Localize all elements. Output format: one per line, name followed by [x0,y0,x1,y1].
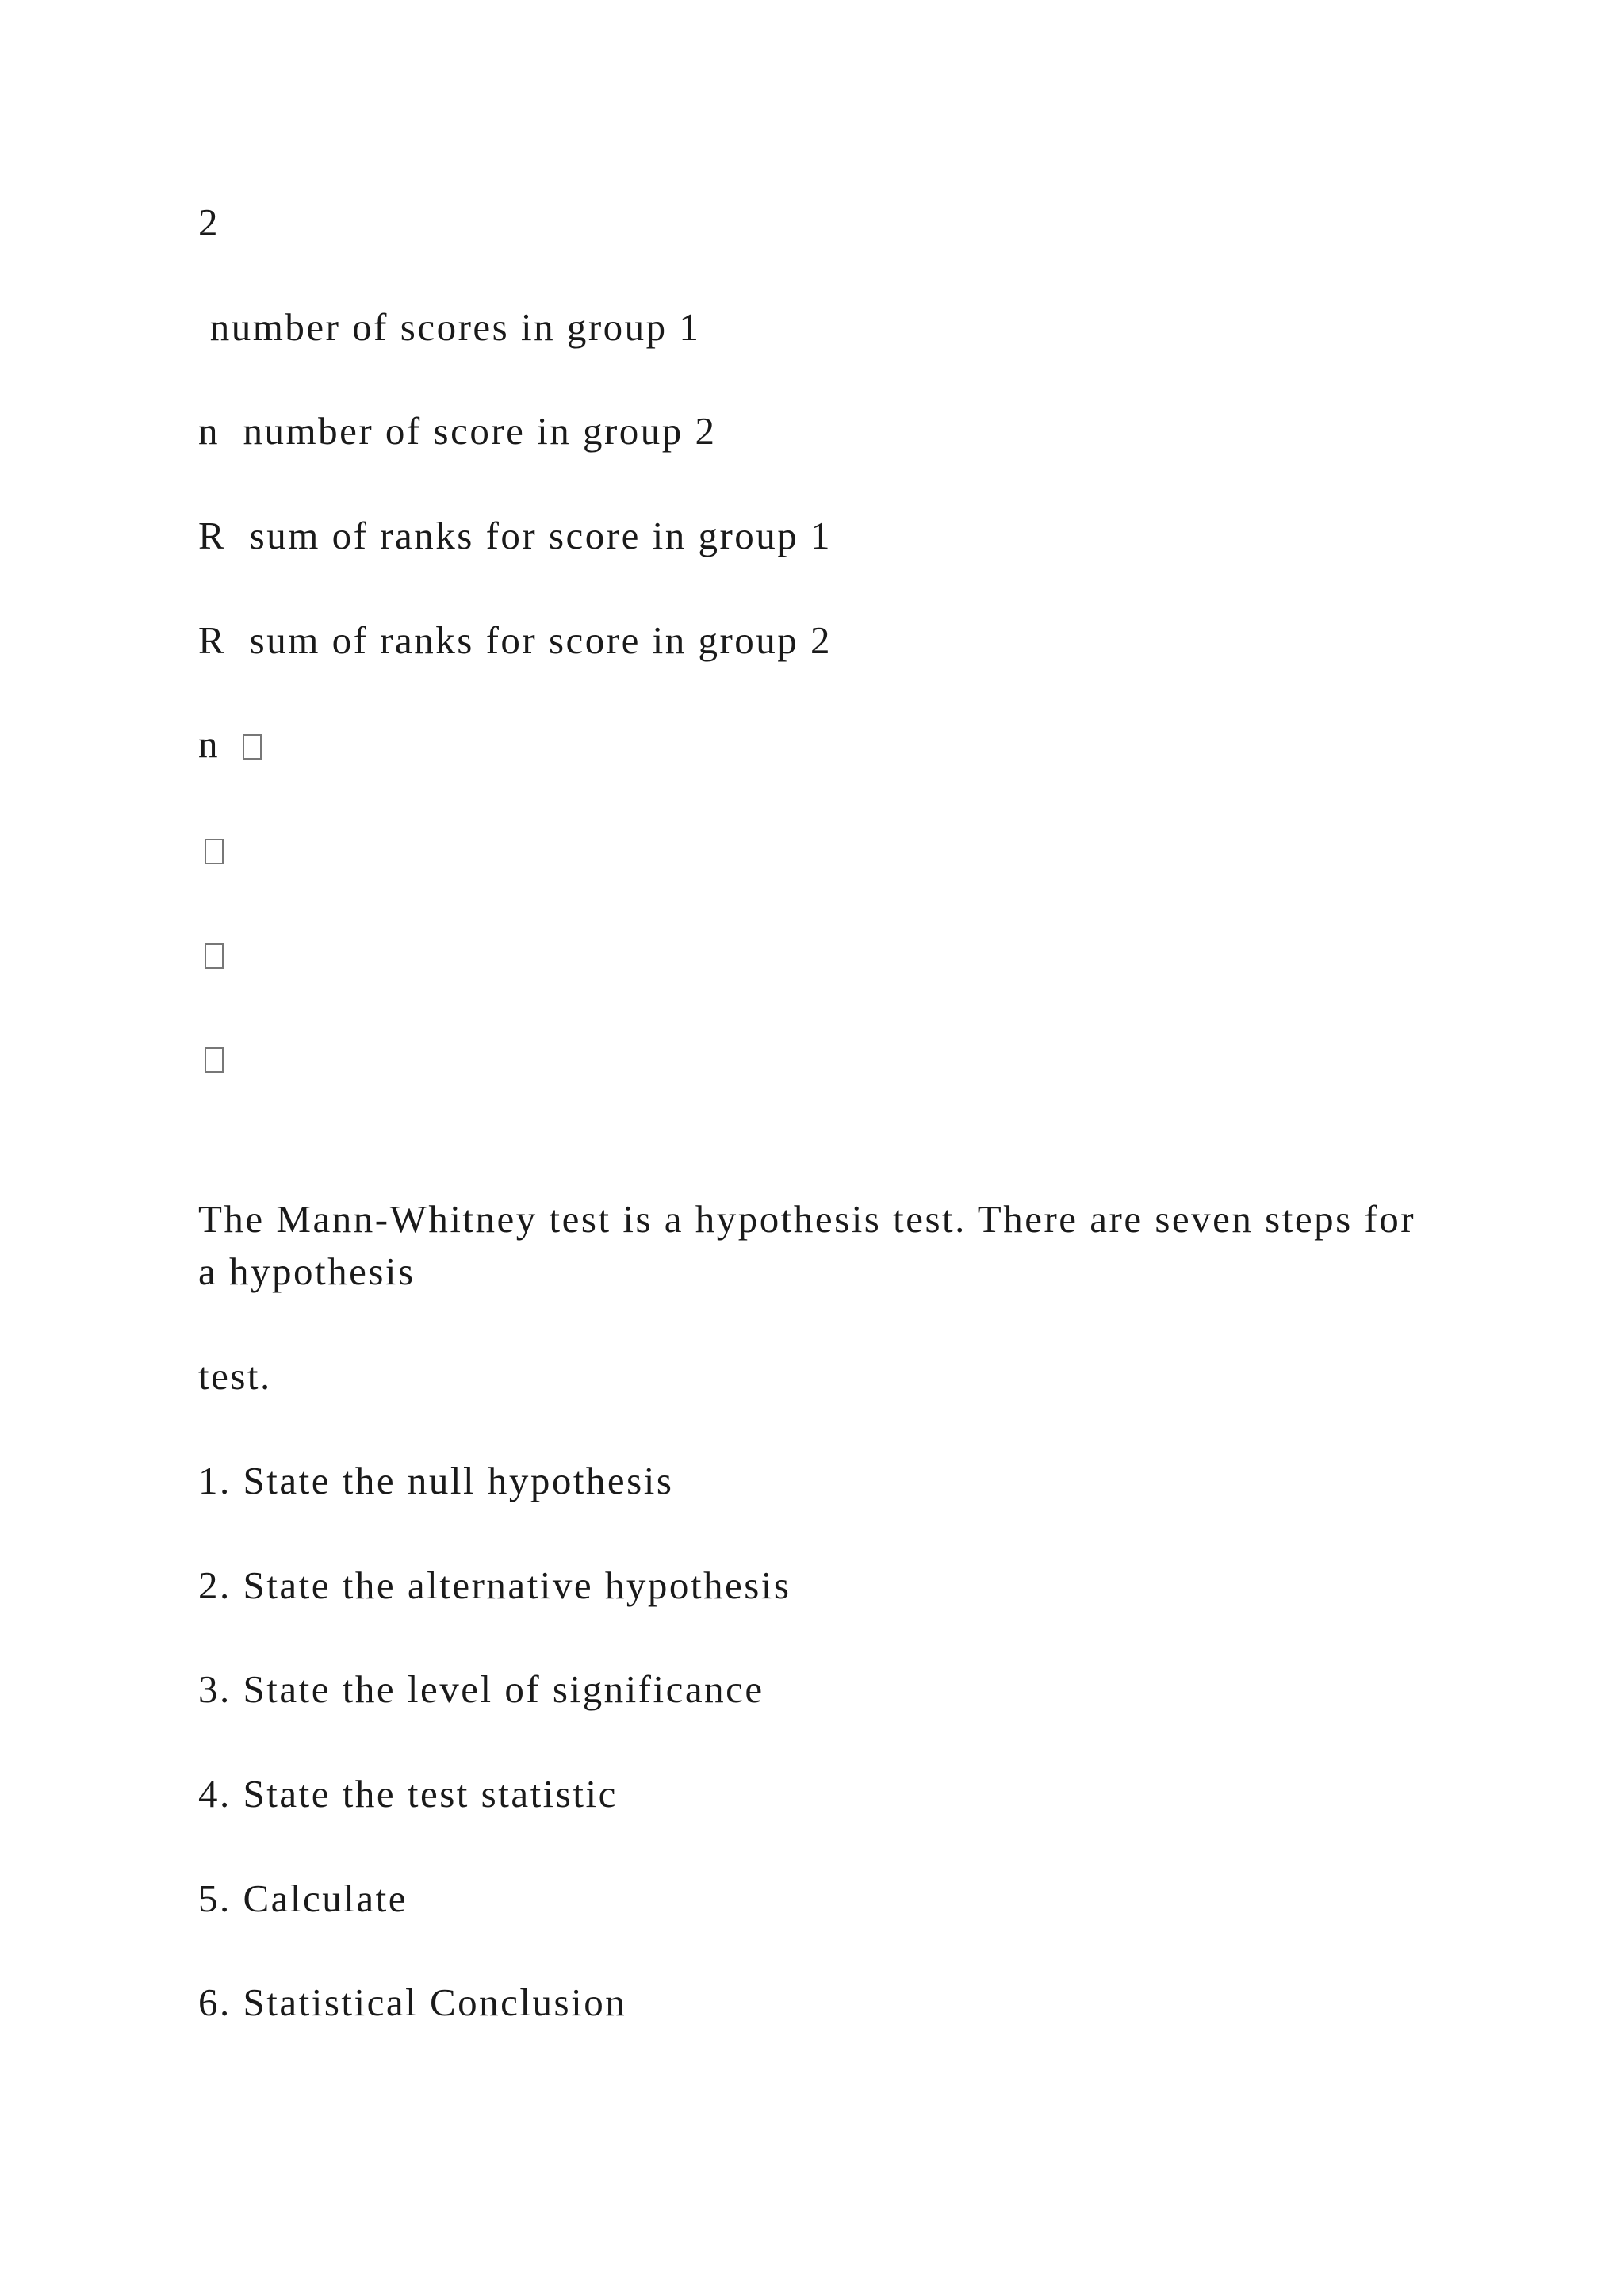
missing-glyph-icon [205,943,224,969]
step-item: 3. State the level of significance [198,1667,764,1711]
glyph-line [198,928,224,980]
intro-paragraph: The Mann-Whitney test is a hypothesis test. There are seven steps for a hypothesis [198,1197,1416,1293]
step-item: 4. State the test statistic [198,1772,618,1816]
text-line: R sum of ranks for score in group 2 [198,618,833,662]
intro-paragraph-end: test. [198,1354,272,1398]
missing-glyph-icon [243,734,262,760]
text-line: n number of score in group 2 [198,409,717,453]
text-line: R sum of ranks for score in group 1 [198,514,833,557]
text-line-with-glyph [198,718,262,771]
step-item: 1. State the null hypothesis [198,1459,674,1502]
missing-glyph-icon [205,1047,224,1073]
text-fragment: n [198,722,232,766]
glyph-line [198,1031,224,1084]
text-line: 2 [198,201,220,244]
text-line: number of scores in group 1 [198,305,701,349]
glyph-line [198,823,224,875]
step-item: 2. State the alternative hypothesis [198,1563,791,1607]
step-item: 5. Calculate [198,1877,408,1920]
step-item: 6. Statistical Conclusion [198,1980,627,2024]
missing-glyph-icon [205,839,224,864]
